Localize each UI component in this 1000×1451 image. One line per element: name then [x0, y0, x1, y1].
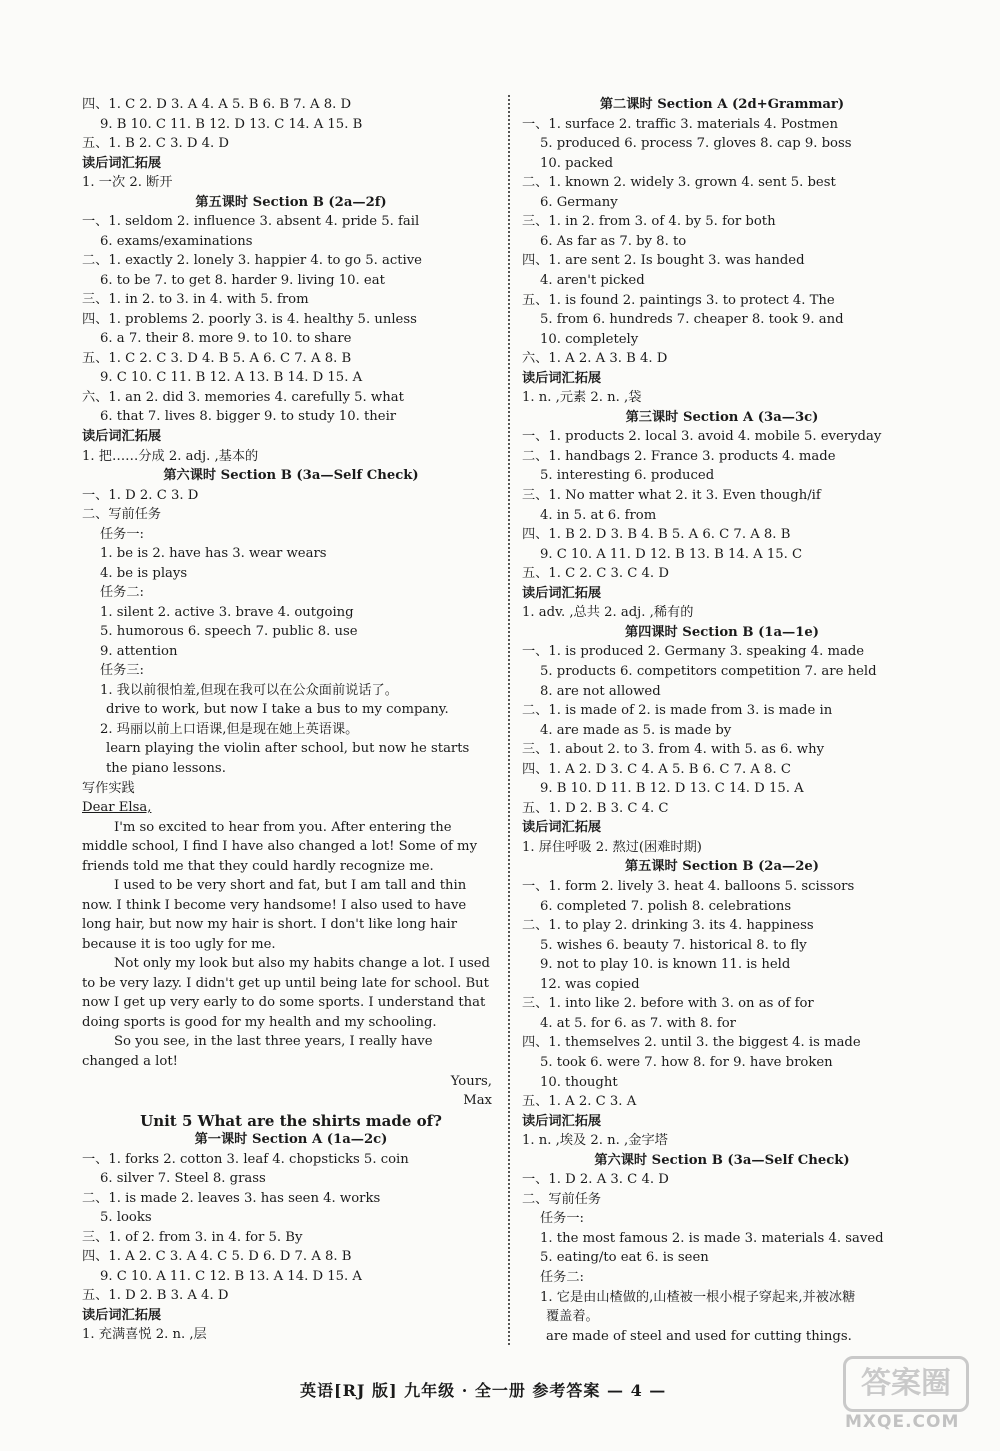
- answer-line: 写作实践: [82, 780, 135, 796]
- answer-line: 10. packed: [540, 155, 614, 171]
- answer-line: 6. As far as 7. by 8. to: [540, 233, 687, 249]
- answer-line: 第四课时 Section B (1a—1e): [624, 624, 820, 640]
- answer-line: 一、1. D 2. A 3. C 4. D: [522, 1172, 669, 1188]
- answer-line: the piano lessons.: [106, 761, 226, 777]
- answer-line: I'm so excited to hear from you. After entering the: [114, 819, 452, 835]
- answer-line: 4. aren't picked: [540, 272, 645, 288]
- answer-line: 二、写前任务: [82, 507, 162, 523]
- answer-line: 1. 充满喜悦 2. n. ,层: [82, 1327, 207, 1343]
- answer-line: long hair, but now my hair is short. I don't like long hair: [82, 917, 457, 933]
- answer-line: Unit 5 What are the shirts made of?: [140, 1111, 442, 1130]
- answer-line: 4. at 5. for 6. as 7. with 8. for: [540, 1015, 736, 1031]
- answer-line: 第三课时 Section A (3a—3c): [625, 409, 819, 425]
- answer-line: 9. C 10. C 11. B 12. A 13. B 14. D 15. A: [100, 370, 363, 386]
- answer-line: 5. produced 6. process 7. gloves 8. cap 9. boss: [540, 136, 852, 152]
- answer-line: 1. 一次 2. 断开: [82, 175, 173, 191]
- answer-line: 1. 我以前很怕羞,但现在我可以在公众面前说话了。: [100, 682, 398, 698]
- answer-line: 6. completed 7. polish 8. celebrations: [540, 898, 792, 914]
- answer-line: 9. C 10. A 11. C 12. B 13. A 14. D 15. A: [100, 1268, 362, 1284]
- answer-line: 1. the most famous 2. is made 3. materials 4. saved: [540, 1230, 884, 1246]
- answer-line: 10. completely: [540, 331, 639, 347]
- page-footer: 英语[RJ 版] 九年级 · 全一册 参考答案 — 4 —: [300, 1381, 667, 1400]
- answer-line: because it is too ugly for me.: [82, 936, 276, 952]
- answer-line: 4. be is plays: [100, 565, 188, 581]
- answer-line: 1. n. ,埃及 2. n. ,金字塔: [522, 1133, 668, 1149]
- answer-line: 9. B 10. C 11. B 12. D 13. C 14. A 15. B: [100, 116, 363, 132]
- answer-line: 5. humorous 6. speech 7. public 8. use: [100, 624, 358, 640]
- answer-line: 六、1. A 2. A 3. B 4. D: [522, 351, 668, 367]
- answer-line: 第六课时 Section B (3a—Self Check): [594, 1152, 850, 1168]
- answer-line: 9. C 10. A 11. D 12. B 13. B 14. A 15. C: [540, 546, 803, 562]
- answer-line: are made of steel and used for cutting things.: [546, 1328, 852, 1344]
- answer-line: 1. 它是由山楂做的,山楂被一根小棍子穿起来,并被冰糖: [540, 1289, 856, 1305]
- answer-line: 二、1. to play 2. drinking 3. its 4. happiness: [522, 918, 814, 934]
- answer-line: 读后词汇拓展: [82, 429, 162, 444]
- answer-line: 四、1. problems 2. poorly 3. is 4. healthy 5. unless: [82, 311, 417, 327]
- answer-line: 读后词汇拓展: [522, 585, 602, 601]
- answer-line: 任务三:: [100, 663, 145, 679]
- answer-line: 二、1. handbags 2. France 3. products 4. made: [522, 448, 836, 464]
- answer-line: 三、1. of 2. from 3. in 4. for 5. By: [82, 1229, 303, 1245]
- answer-line: 任务二:: [540, 1270, 585, 1285]
- answer-line: 1. be is 2. have has 3. wear wears: [100, 546, 327, 562]
- answer-line: I used to be very short and fat, but I am tall and thin: [114, 878, 467, 894]
- answer-line: 5. looks: [100, 1210, 152, 1226]
- answer-line: 读后词汇拓展: [522, 1113, 602, 1129]
- answer-line: 6. silver 7. Steel 8. grass: [100, 1171, 266, 1187]
- answer-line: So you see, in the last three years, I really have: [114, 1034, 433, 1050]
- answer-line: 5. eating/to eat 6. is seen: [540, 1250, 709, 1266]
- answer-line: 四、1. C 2. D 3. A 4. A 5. B 6. B 7. A 8. D: [82, 97, 352, 112]
- answer-line: learn playing the violin after school, but now he starts: [106, 741, 470, 757]
- answer-line: 一、1. products 2. local 3. avoid 4. mobile 5. everyday: [522, 429, 882, 445]
- answer-line: 五、1. A 2. C 3. A: [522, 1094, 637, 1110]
- answer-line: 五、1. B 2. C 3. D 4. D: [82, 136, 229, 152]
- answer-line: 五、1. D 2. B 3. A 4. D: [82, 1288, 229, 1304]
- answer-line: 5. products 6. competitors competition 7. are held: [540, 663, 877, 679]
- answer-line: 三、1. in 2. to 3. in 4. with 5. from: [82, 292, 309, 308]
- answer-line: 五、1. is found 2. paintings 3. to protect 4. The: [522, 292, 835, 308]
- answer-line: 任务一:: [540, 1211, 585, 1227]
- answer-line: 4. in 5. at 6. from: [540, 507, 657, 523]
- answer-line: 1. 屏住呼吸 2. 熬过(困难时期): [522, 839, 702, 855]
- answer-line: 9. not to play 10. is known 11. is held: [540, 957, 791, 973]
- answer-line: 5. wishes 6. beauty 7. historical 8. to fly: [540, 937, 807, 953]
- answer-line: 读后词汇拓展: [522, 820, 602, 836]
- answer-line: 一、1. forks 2. cotton 3. leaf 4. chopsticks 5. coin: [82, 1151, 409, 1167]
- answer-line: 四、1. A 2. D 3. C 4. A 5. B 6. C 7. A 8. C: [522, 761, 792, 777]
- answer-line: 四、1. themselves 2. until 3. the biggest 4. is made: [522, 1035, 861, 1051]
- answer-line: 四、1. are sent 2. Is bought 3. was handed: [522, 253, 805, 269]
- answer-line: 三、1. into like 2. before with 3. on as of for: [522, 996, 814, 1012]
- answer-line: 6. exams/examinations: [100, 233, 253, 249]
- answer-line: 12. was copied: [540, 976, 640, 992]
- answer-line: drive to work, but now I take a bus to my company.: [106, 702, 449, 718]
- answer-line: 读后词汇拓展: [522, 370, 602, 386]
- answer-line: friends told me that they could hardly recognize me.: [82, 858, 434, 874]
- watermark-logo: 答案圈: [843, 1356, 969, 1412]
- answer-line: 二、1. is made of 2. is made from 3. is made in: [522, 703, 833, 719]
- answer-line: 10. thought: [540, 1074, 618, 1090]
- answer-line: doing sports is good for my health and my schooling.: [82, 1014, 437, 1030]
- answer-line: now. I think I become very handsome! I also used to have: [82, 897, 467, 913]
- answer-line: 二、1. is made 2. leaves 3. has seen 4. works: [82, 1190, 381, 1206]
- answer-line: 1. adv. ,总共 2. adj. ,稀有的: [522, 605, 694, 621]
- answer-line: 一、1. D 2. C 3. D: [82, 487, 199, 503]
- answer-line: 1. 把……分成 2. adj. ,基本的: [82, 448, 259, 464]
- answer-line: 任务二:: [100, 585, 145, 601]
- watermark-url: MXQE.COM: [845, 1412, 960, 1432]
- answer-line: 6. to be 7. to get 8. harder 9. living 10. eat: [100, 272, 385, 288]
- answer-line: 读后词汇拓展: [82, 155, 162, 171]
- answer-line: Yours,: [450, 1073, 492, 1089]
- answer-line: 5. interesting 6. produced: [540, 468, 715, 484]
- answer-line: Max: [463, 1093, 492, 1109]
- answer-line: 1. silent 2. active 3. brave 4. outgoing: [100, 604, 354, 620]
- answer-line: 5. from 6. hundreds 7. cheaper 8. took 9. and: [540, 312, 844, 328]
- answer-line: 第一课时 Section A (1a—2c): [194, 1132, 388, 1148]
- answer-line: 6. that 7. lives 8. bigger 9. to study 10. their: [100, 409, 397, 425]
- answer-line: 四、1. A 2. C 3. A 4. C 5. D 6. D 7. A 8. B: [82, 1249, 352, 1265]
- answer-line: 二、1. known 2. widely 3. grown 4. sent 5. best: [522, 175, 836, 191]
- answer-line: 4. are made as 5. is made by: [540, 722, 732, 738]
- answer-line: 第二课时 Section A (2d+Grammar): [599, 97, 845, 112]
- answer-line: 2. 玛丽以前上口语课,但是现在她上英语课。: [100, 721, 359, 737]
- watermark: [843, 1356, 971, 1438]
- answer-line: 9. attention: [100, 643, 178, 659]
- answer-line: 第六课时 Section B (3a—Self Check): [163, 468, 419, 484]
- answer-line: changed a lot!: [82, 1053, 178, 1069]
- answer-line: middle school, I find I have also changed a lot! Some of my: [82, 839, 478, 855]
- answer-line: 读后词汇拓展: [82, 1307, 162, 1323]
- answer-line: 第五课时 Section B (2a—2e): [624, 859, 820, 875]
- answer-line: Not only my look but also my habits change a lot. I used: [114, 956, 490, 972]
- answer-line: 6. a 7. their 8. more 9. to 10. to share: [100, 331, 352, 347]
- answer-line: 五、1. C 2. C 3. D 4. B 5. A 6. C 7. A 8. B: [82, 350, 352, 366]
- answer-line: 四、1. B 2. D 3. B 4. B 5. A 6. C 7. A 8. B: [522, 527, 791, 543]
- answer-line: 一、1. surface 2. traffic 3. materials 4. Postmen: [522, 116, 838, 132]
- answer-line: 覆盖着。: [546, 1309, 599, 1325]
- answer-line: 任务一:: [100, 526, 145, 542]
- answer-line: 五、1. C 2. C 3. C 4. D: [522, 566, 669, 582]
- answer-line: 9. B 10. D 11. B 12. D 13. C 14. D 15. A: [540, 781, 804, 797]
- answer-line: 6. Germany: [540, 194, 618, 210]
- answer-line: 三、1. No matter what 2. it 3. Even though/if: [522, 488, 821, 503]
- answer-line: 六、1. an 2. did 3. memories 4. carefully 5. what: [82, 389, 404, 405]
- answer-line: 一、1. seldom 2. influence 3. absent 4. pride 5. fail: [82, 214, 420, 230]
- column-divider: [508, 95, 510, 1345]
- answer-line: 三、1. about 2. to 3. from 4. with 5. as 6. why: [522, 742, 825, 758]
- answer-line: 8. are not allowed: [540, 683, 661, 699]
- answer-line: 第五课时 Section B (2a—2f): [195, 194, 387, 210]
- answer-line: Dear Elsa,: [82, 800, 152, 816]
- answer-line: 五、1. D 2. B 3. C 4. C: [522, 800, 669, 816]
- answer-line: now I get up very early to do some sports. I understand that: [82, 995, 486, 1011]
- answer-line: 5. took 6. were 7. how 8. for 9. have broken: [540, 1054, 833, 1070]
- answer-line: 三、1. in 2. from 3. of 4. by 5. for both: [522, 214, 776, 230]
- answer-line: 二、1. exactly 2. lonely 3. happier 4. to go 5. active: [82, 253, 422, 269]
- answer-line: 1. n. ,元素 2. n. ,袋: [522, 390, 642, 406]
- answer-line: 一、1. is produced 2. Germany 3. speaking 4. made: [522, 644, 865, 660]
- answer-line: to be very lazy. I didn't get up until being late for school. But: [82, 975, 489, 991]
- answer-line: 二、写前任务: [522, 1191, 602, 1207]
- answer-line: 一、1. form 2. lively 3. heat 4. balloons 5. scissors: [522, 879, 855, 894]
